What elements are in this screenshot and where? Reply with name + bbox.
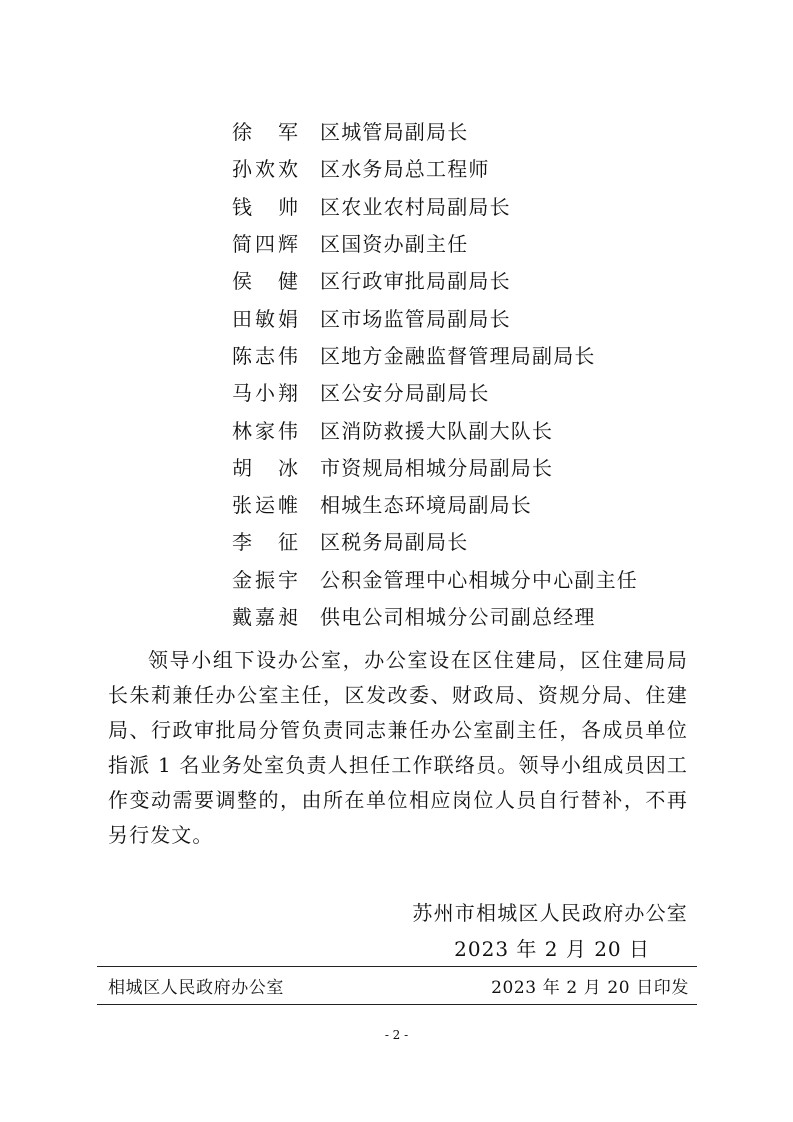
- member-row: [232, 298, 638, 335]
- footer-rule-top: [97, 966, 697, 967]
- member-name-char: 伟: [278, 343, 298, 368]
- member-name-char: 宇: [278, 567, 298, 592]
- member-row: [232, 448, 638, 485]
- member-name-char: 张: [232, 493, 252, 518]
- member-name-char: 钱: [232, 194, 252, 219]
- member-name-char: 振: [255, 567, 275, 592]
- member-role: 区水务局总工程师: [320, 157, 490, 182]
- member-row: [232, 485, 638, 522]
- member-name-char: 戴: [232, 605, 252, 629]
- member-name: [232, 153, 298, 182]
- member-list: [232, 112, 638, 634]
- member-name: [232, 228, 298, 257]
- member-role: 相城生态环境局副局长: [320, 493, 532, 518]
- member-name-char: 军: [278, 120, 298, 145]
- signature-date: 2023 年 2 月 20 日: [454, 937, 650, 961]
- member-role: 供电公司相城分公司副总经理: [320, 605, 596, 629]
- member-row: [232, 112, 638, 149]
- member-name-char: 辉: [278, 232, 298, 257]
- member-name-char: 小: [255, 381, 275, 406]
- member-role: 区消防救援大队副大队长: [320, 418, 554, 443]
- member-row: [232, 560, 638, 597]
- member-row: [232, 149, 638, 186]
- member-name-char: 侯: [232, 269, 252, 294]
- member-name: [232, 377, 298, 406]
- member-role: 公积金管理中心相城分中心副主任: [320, 567, 638, 592]
- member-name: [232, 116, 298, 145]
- member-name-char: 徐: [232, 120, 252, 145]
- member-name-char: 胡: [232, 455, 252, 480]
- member-name-char: 嘉: [255, 605, 275, 629]
- member-name: [232, 526, 298, 555]
- member-row: [232, 224, 638, 261]
- footer-issue-date: 2023 年 2 月 20 日印发: [491, 978, 689, 998]
- member-name-char: 帅: [278, 194, 298, 219]
- member-name-char: 欢: [278, 157, 298, 182]
- page-number: - 2 -: [384, 1028, 409, 1042]
- footer-rule-bottom: [97, 1004, 697, 1005]
- member-role: 区公安分局副局长: [320, 381, 490, 406]
- member-role: 区城管局副局长: [320, 120, 469, 145]
- office-paragraph: 领导小组下设办公室，办公室设在区住建局，区住建局局长朱莉兼任办公室主任，区发改委、财政局、资规分局、住建局、行政审批局分管负责同志兼任办公室副主任，各成员单位指派 1 名业务处室负责人担任工作联络员。领导小组成员因工作变动需要调整的，由所在单位相应岗位人员自行替补，不再另行发文。: [108, 648, 688, 847]
- footer-issuer: 相城区人民政府办公室: [108, 978, 284, 998]
- member-role: 区国资办副主任: [320, 232, 469, 257]
- member-name: [232, 452, 298, 481]
- member-row: [232, 261, 638, 298]
- member-name: [232, 601, 298, 630]
- member-role: 区税务局副局长: [320, 530, 469, 555]
- member-role: 区地方金融监督管理局副局长: [320, 343, 596, 368]
- member-name-char: 征: [278, 530, 298, 555]
- member-role: 区市场监管局副局长: [320, 306, 511, 331]
- member-name-char: 冰: [278, 455, 298, 480]
- member-name-char: 伟: [278, 418, 298, 443]
- member-name-char: 运: [255, 493, 275, 518]
- member-name-char: 金: [232, 567, 252, 592]
- member-name-char: 孙: [232, 157, 252, 182]
- member-name-char: 陈: [232, 343, 252, 368]
- member-name-char: 欢: [255, 157, 275, 182]
- member-name-char: 家: [255, 418, 275, 443]
- member-role: 市资规局相城分局副局长: [320, 455, 554, 480]
- member-name-char: 健: [278, 269, 298, 294]
- member-row: [232, 373, 638, 410]
- member-row: [232, 336, 638, 373]
- member-row: [232, 597, 638, 634]
- member-name-char: 林: [232, 418, 252, 443]
- signature-org: 苏州市相城区人民政府办公室: [412, 901, 688, 925]
- member-row: [232, 522, 638, 559]
- member-name-char: 李: [232, 530, 252, 555]
- member-name: [232, 265, 298, 294]
- member-name-char: 四: [255, 232, 275, 257]
- member-name-char: 简: [232, 232, 252, 257]
- member-name: [232, 191, 298, 220]
- member-row: [232, 410, 638, 447]
- member-row: [232, 187, 638, 224]
- member-name-char: 娟: [278, 306, 298, 331]
- member-name-char: 帷: [278, 493, 298, 518]
- member-role: 区农业农村局副局长: [320, 194, 511, 219]
- member-name-char: 马: [232, 381, 252, 406]
- member-name-char: 敏: [255, 306, 275, 331]
- member-name: [232, 564, 298, 593]
- member-name: [232, 303, 298, 332]
- member-name: [232, 340, 298, 369]
- member-name: [232, 489, 298, 518]
- member-name-char: 田: [232, 306, 252, 331]
- member-name-char: 翔: [278, 381, 298, 406]
- member-name-char: 昶: [278, 605, 298, 629]
- member-role: 区行政审批局副局长: [320, 269, 511, 294]
- member-name: [232, 415, 298, 444]
- member-name-char: 志: [255, 343, 275, 368]
